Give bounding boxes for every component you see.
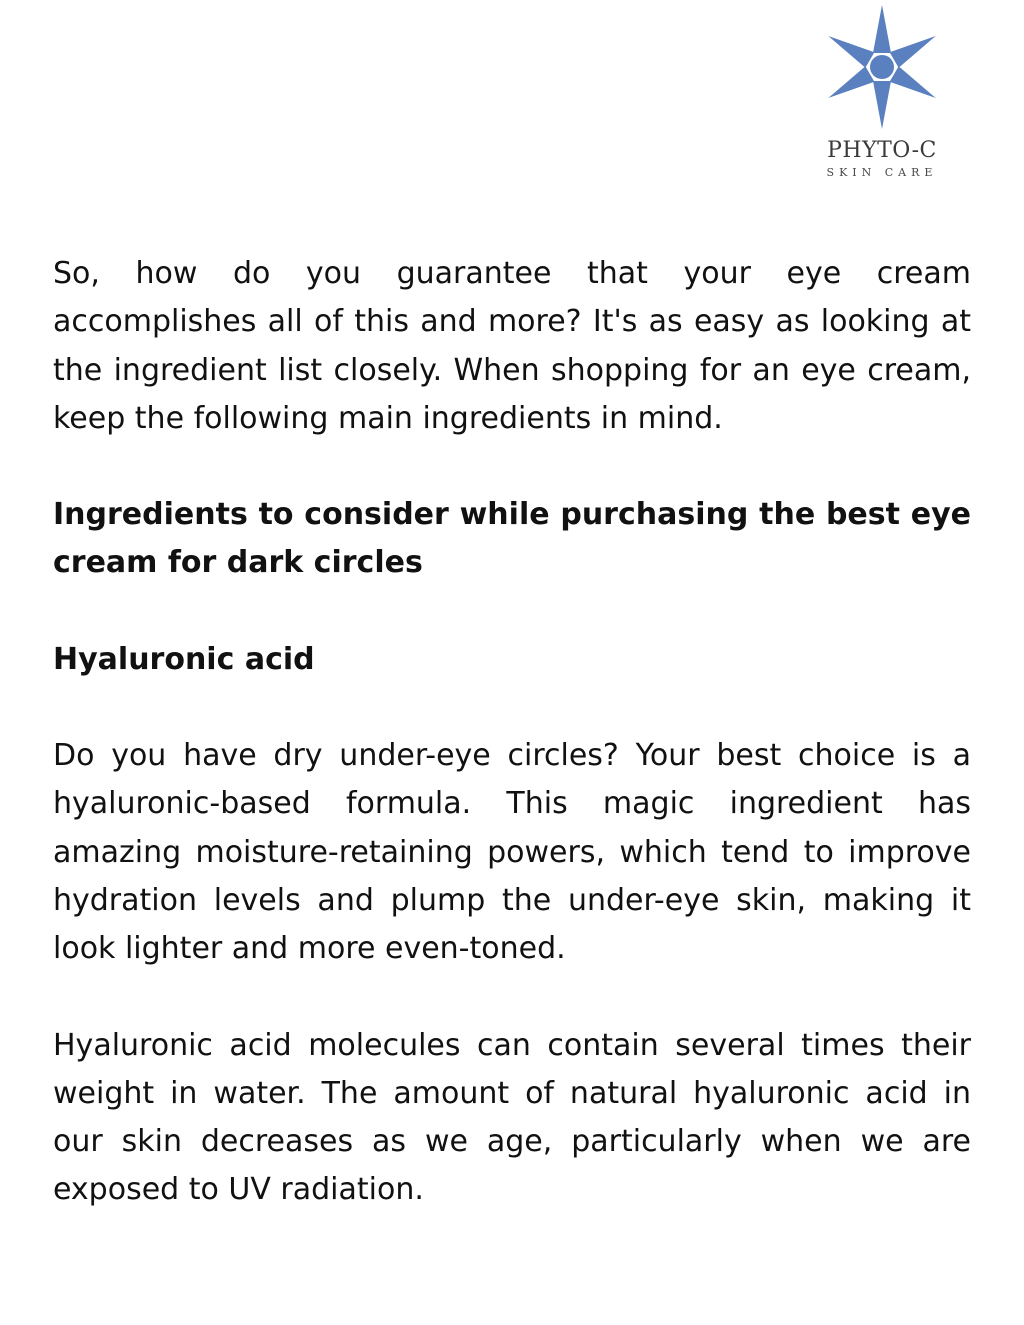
- brand-name: PHYTO-C: [827, 138, 937, 163]
- subsection-heading: Hyaluronic acid: [53, 641, 315, 677]
- brand-subtitle: SKIN CARE: [826, 166, 938, 179]
- section-heading: Ingredients to consider while purchasing the best eye cream for dark circles: [53, 497, 971, 581]
- brand-logo: [812, 2, 952, 184]
- body-paragraph-1: Do you have dry under-eye circles? Your best choice is a hyaluronic-based formula. This magic ingredient has amazing moisture-retaining powers, which tend to improve hydration levels and plump the under-eye skin, making it look lighter and more even-toned.: [53, 738, 971, 967]
- article-body: [53, 250, 971, 1215]
- intro-paragraph: So, how do you guarantee that your eye cream accomplishes all of this and more? It's as easy as looking at the ingredient list closely. When shopping for an eye cream, keep the following main ingredients in mind.: [53, 256, 971, 436]
- body-paragraph-2: Hyaluronic acid molecules can contain several times their weight in water. The amount of natural hyaluronic acid in our skin decreases as we age, particularly when we are exposed to UV radiation.: [53, 1027, 971, 1208]
- six-point-star-icon: [820, 2, 944, 132]
